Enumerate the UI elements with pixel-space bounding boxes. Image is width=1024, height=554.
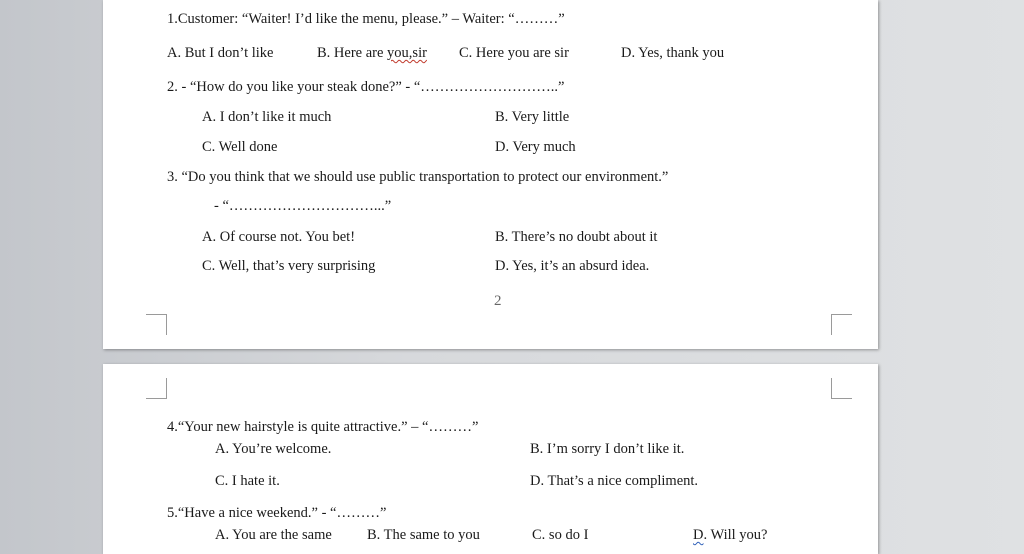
q4-option-a: A. You’re welcome. — [215, 441, 332, 457]
margin-corner-mark — [146, 314, 167, 335]
q5-option-c: C. so do I — [532, 527, 589, 543]
grammar-mark-underline: D — [693, 527, 704, 543]
q1-option-a: A. But I don’t like — [167, 45, 274, 61]
q3-option-c: C. Well, that’s very surprising — [202, 258, 376, 274]
q5-option-b: B. The same to you — [367, 527, 480, 543]
q2-option-a: A. I don’t like it much — [202, 109, 332, 125]
q4-option-b: B. I’m sorry I don’t like it. — [530, 441, 685, 457]
q3-option-d: D. Yes, it’s an absurd idea. — [495, 258, 650, 274]
document-page-1 — [103, 0, 878, 349]
q1-option-c: C. Here you are sir — [459, 45, 569, 61]
question-1-stem: 1.Customer: “Waiter! I’d like the menu, please.” – Waiter: “………” — [167, 11, 565, 27]
question-5-stem: 5.“Have a nice weekend.” - “………” — [167, 505, 387, 521]
question-4-stem: 4.“Your new hairstyle is quite attractive.” – “………” — [167, 419, 479, 435]
q3-option-a: A. Of course not. You bet! — [202, 229, 356, 245]
q3-option-b: B. There’s no doubt about it — [495, 229, 658, 245]
q2-option-c: C. Well done — [202, 139, 278, 155]
q4-option-d: D. That’s a nice compliment. — [530, 473, 699, 489]
q2-option-b: B. Very little — [495, 109, 570, 125]
spelling-error-underline: you,sir — [387, 45, 427, 61]
q1-option-d: D. Yes, thank you — [621, 45, 725, 61]
document-page-2 — [103, 364, 878, 554]
question-3-stem: 3. “Do you think that we should use public transportation to protect our environment.” — [167, 169, 669, 185]
margin-corner-mark — [146, 378, 167, 399]
q5-option-d-rest: . Will you? — [703, 527, 768, 543]
margin-corner-mark — [831, 378, 852, 399]
q1-option-b — [317, 44, 427, 62]
q5-option-a: A. You are the same — [215, 527, 332, 543]
margin-corner-mark — [831, 314, 852, 335]
q4-option-c: C. I hate it. — [215, 473, 280, 489]
q5-option-d — [693, 526, 767, 544]
question-2-stem: 2. - “How do you like your steak done?” - “………………………..” — [167, 79, 565, 95]
q2-option-d: D. Very much — [495, 139, 576, 155]
page-number: 2 — [494, 293, 502, 309]
q1-option-b-prefix: B. Here are — [317, 45, 388, 61]
question-3-reply: - “…………………………...” — [214, 198, 392, 214]
